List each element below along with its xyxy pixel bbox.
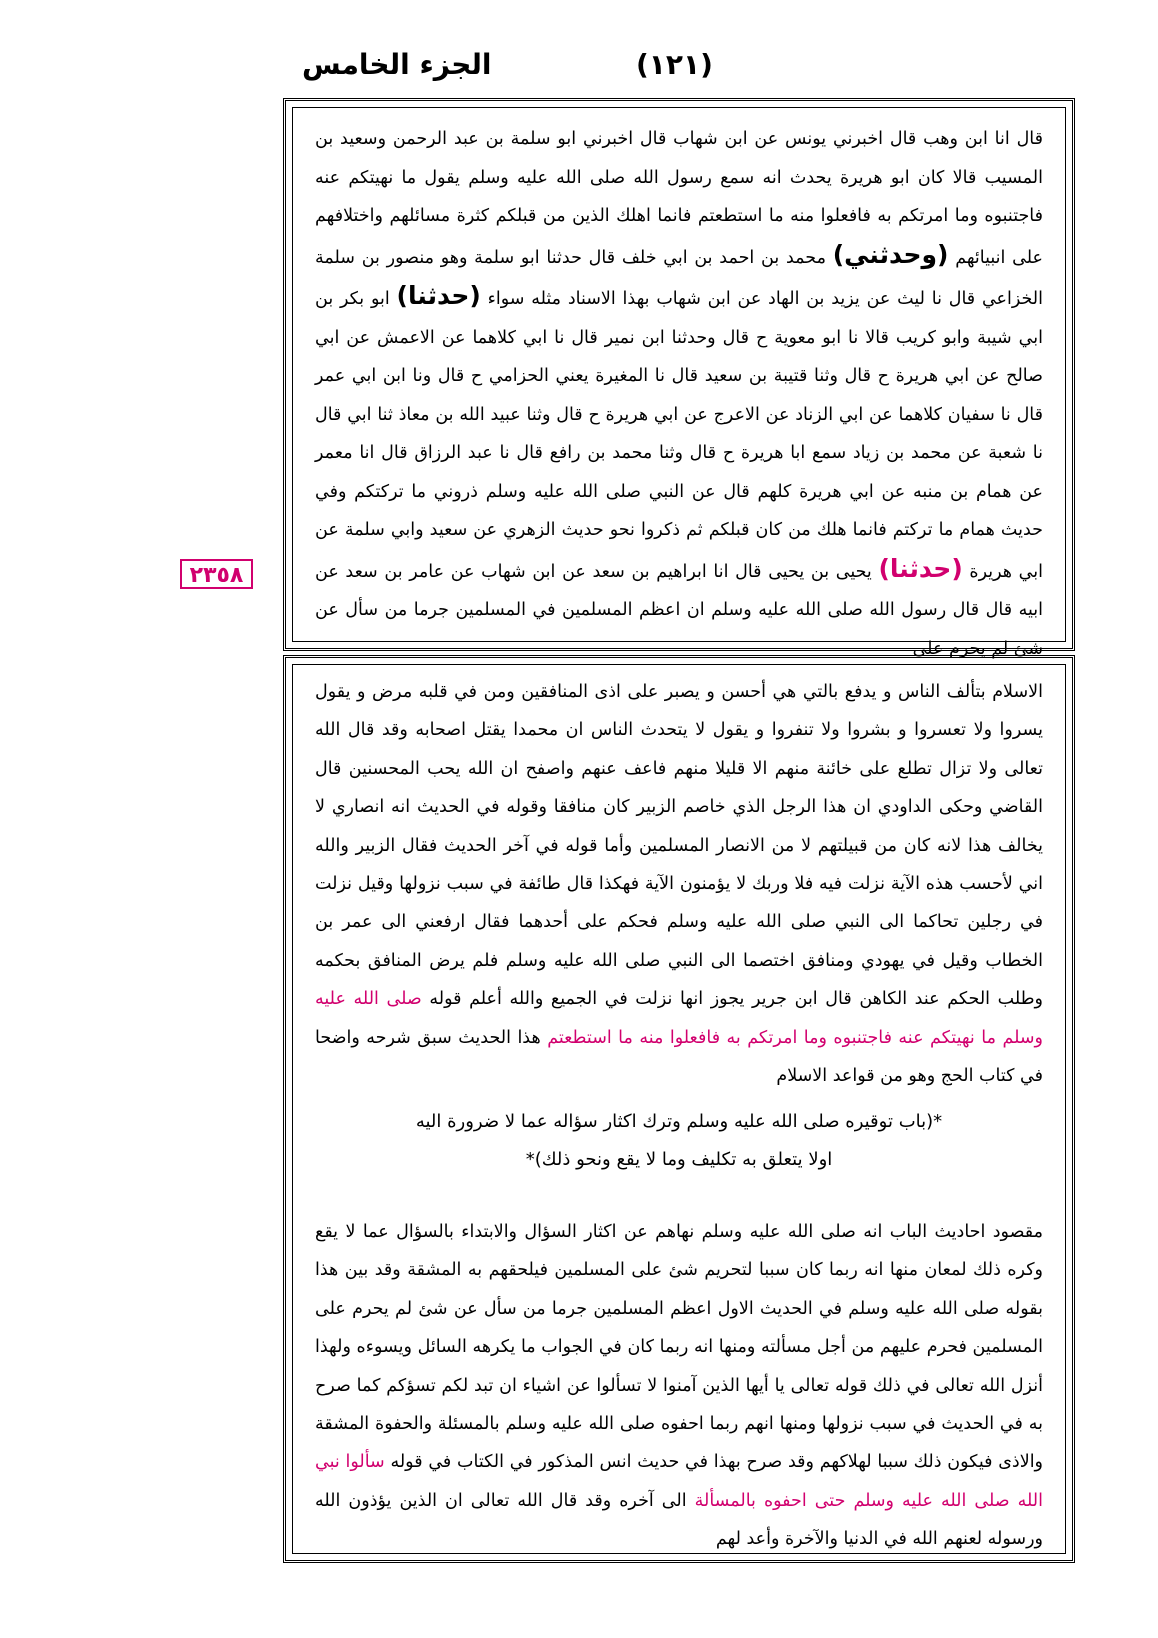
text-run: قال انا ابن وهب قال اخبرني يونس عن ابن شهاب قال اخبرني ابو سلمة بن عبد الرحمن وسعيد بن المسيب قالا كان ابو هريرة يحدث انه سمع رسول الله صلى الله عليه وسلم يقول ما نهيتكم عنه فاجتنبوه وما امرتكم به فافعلوا منه ما استطعتم فانما اهلك الذين من قبلكم كثرة مسائلهم واختلافهم على انبيائهم [315,129,1043,268]
commentary-frame [283,655,1075,1563]
commentary-inner-border [292,664,1066,1554]
text-run: يحيى بن يحيى قال انا ابراهيم بن سعد عن ابن شهاب عن عامر بن سعد عن ابيه قال قال رسول الله صلى الله عليه وسلم ان اعظم المسلمين في المسلمين جرما من سأل عن شئ لم يحرم على [315,561,1043,659]
volume-header: الجزء الخامس [302,48,492,81]
narration-marker: (حدثنا) [396,281,481,310]
text-run: الى آخره وقد قال الله تعالى ان الذين يؤذون الله ورسوله لعنهم الله في الدنيا والآخرة وأعد لهم [315,1490,1043,1550]
text-run: محمد بن احمد بن ابي خلف قال حدثنا ابو سلمة وهو منصور بن سلمة الخزاعي قال نا ليث عن يزيد بن الهاد عن ابن شهاب بهذا الاسناد مثله سواء [315,247,1043,309]
chapter-heading-line-1: *(باب توقيره صلى الله عليه وسلم وترك اكثار سؤاله عما لا ضرورة اليه [415,1111,943,1132]
text-run: هذا الحديث سبق شرحه واضحا في كتاب الحج وهو من قواعد الاسلام [315,1027,1043,1087]
page-number: (١٢١) [636,48,713,81]
hadith-text [315,120,1043,668]
chapter-heading [353,1103,1005,1179]
chapter-commentary-text [315,1213,1043,1559]
text-run: الاسلام بتألف الناس و يدفع بالتي هي أحسن و يصبر على اذى المنافقين ومن في قلبه مرض و يقول يسروا ولا تعسروا و بشروا ولا تنفروا و يقول لا يتحدث الناس ان محمدا يقتل اصحابه وقد قال الله تعالى ولا تزال تطلع على خائنة منهم الا قليلا منهم فاعف عنهم واصفح ان الله يحب المحسنين قال القاضي وحكى الداودي ان هذا الرجل الذي خاصم الزبير كان منافقا وقوله في الحديث انه انصاري لا يخالف هذا لانه كان من قبيلتهم لا من الانصار المسلمين وأما قوله في آخر الحديث فقال الزبير والله اني لأحسب هذه الآية نزلت فيه فلا وربك لا يؤمنون الآية فهكذا قال طائفة في سبب نزولها وقيل نزلت في رجلين تحاكما الى النبي صلى الله عليه وسلم فحكم على أحدهما فقال ارفعني الى عمر بن الخطاب وقيل في يهودي ومنافق اختصما الى النبي صلى الله عليه وسلم فلم يرض المنافق بحكمه وطلب الحكم عند الكاهن قال ابن جرير يجوز انها نزلت في الجميع والله أعلم قوله [315,682,1043,1010]
text-run: مقصود احاديث الباب انه صلى الله عليه وسلم نهاهم عن اكثار السؤال والابتداء بالسؤال عما لا يقع وكره ذلك لمعان منها انه ربما كان سببا لتحريم شئ على المسلمين فيلحقهم به المشقة وقد بين هذا بقوله صلى الله عليه وسلم في الحديث الاول اعظم المسلمين جرما من سأل عن شئ لم يحرم على المسلمين فحرم عليهم من أجل مسألته ومنها انه ربما كان في الجواب ما يكرهه السائل ويسوءه ولهذا أنزل الله تعالى في ذلك قوله تعالى يا أيها الذين آمنوا لا تسألوا عن اشياء ان تبد لكم تسؤكم كما صرح به في الحديث في سبب نزولها ومنها انهم ربما احفوه صلى الله عليه وسلم بالمسئلة والحفوة المشقة والاذى فيكون ذلك سببا لهلاكهم وقد صرح بهذا في حديث انس المذكور في الكتاب في قوله [315,1222,1044,1473]
hadith-inner-border [292,107,1066,659]
narration-marker: (حدثنا) [878,553,963,583]
highlighted-matn-text: سألوا نبي الله صلى الله عليه وسلم حتى احفوه بالمسألة [315,1452,1043,1511]
highlighted-matn-text: صلى الله عليه وسلم ما نهيتكم عنه فاجتنبوه وما امرتكم به فافعلوا منه ما استطعتم [315,989,1043,1048]
narration-marker: (وحدثني) [832,239,949,269]
chapter-heading-line-2: اولا يتعلق به تكليف وما لا يقع ونحو ذلك)* [525,1149,833,1170]
commentary-text [315,673,1043,1095]
hadith-text-frame [283,98,1075,659]
hadith-number-badge: ٢٣٥٨ [180,559,253,589]
text-run: ابو بكر بن ابي شيبة وابو كريب قالا نا ابو معوية ح قال وحدثنا ابن نمير قال نا ابي كلاهما عن الاعمش عن ابي صالح عن ابي هريرة ح قال وثنا قتيبة بن سعيد قال نا المغيرة يعني الحزامي ح قال ونا ابن ابي عمر قال نا سفيان كلاهما عن ابي الزناد عن الاعرج عن ابي هريرة ح قال وثنا عبيد الله بن معاذ ثنا ابي قال نا شعبة عن محمد بن زياد سمع ابا هريرة ح قال وثنا محمد بن رافع قال نا عبد الرزاق قال انا معمر عن همام بن منبه عن ابي هريرة كلهم قال عن النبي صلى الله عليه وسلم ذروني ما تركتكم وفي حديث همام ما تركتم فانما هلك من كان قبلكم ثم ذكروا نحو حديث الزهري عن سعيد وابي سلمة عن ابي هريرة [315,289,1043,582]
